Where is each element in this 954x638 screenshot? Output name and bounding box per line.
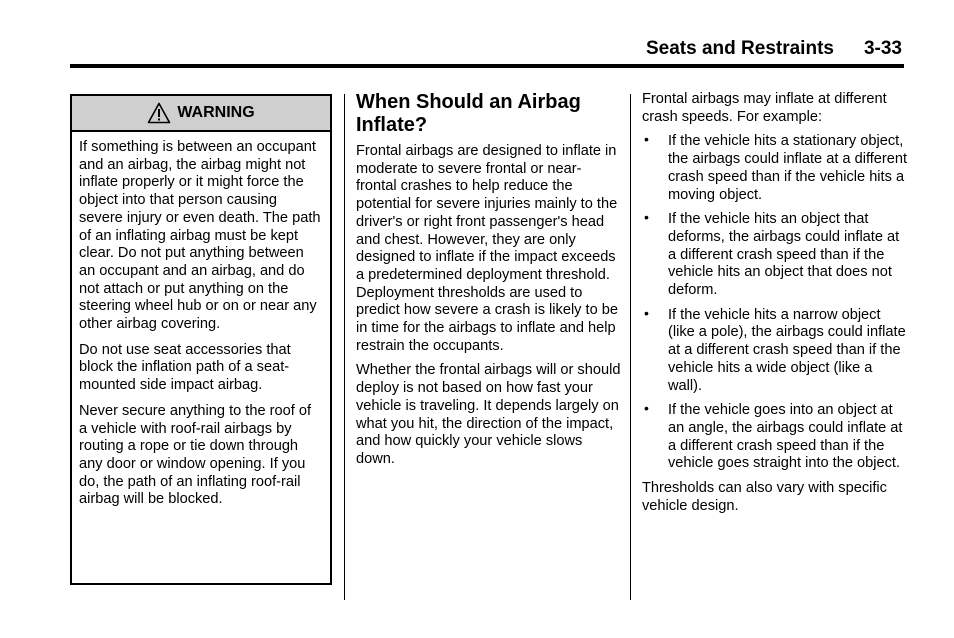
closing-paragraph: Thresholds can also vary with specific vehicle design. bbox=[642, 480, 887, 514]
list-item-text: If the vehicle hits an object that deforms, the airbags could inflate at a different crash speed than if the vehicle hits an object that does not deform. bbox=[668, 211, 900, 299]
body-paragraph: Whether the frontal airbags will or should deploy is not based on how fast your vehicle is traveling. It depends largely on what you hit, the direction of the impact, and how quickly your vehicle slows down. bbox=[356, 362, 621, 467]
list-item-text: If the vehicle goes into an object at an angle, the airbags could inflate at a different crash speed than if the vehicle goes straight into the object. bbox=[668, 402, 903, 472]
example-list bbox=[642, 133, 908, 473]
column-divider bbox=[630, 94, 631, 600]
list-item bbox=[642, 133, 908, 204]
warning-box bbox=[70, 94, 332, 585]
list-item-text: If the vehicle hits a stationary object, the airbags could inflate at a different crash speed than if the vehicle hits a moving object. bbox=[668, 133, 908, 203]
bullet-icon: • bbox=[644, 131, 649, 148]
warning-paragraph: Do not use seat accessories that block the inflation path of a seat-mounted side impact airbag. bbox=[79, 341, 291, 394]
section-title: Seats and Restraints bbox=[646, 38, 834, 59]
section-heading: When Should an Airbag Inflate? bbox=[356, 91, 581, 136]
warning-paragraph: Never secure anything to the roof of a vehicle with roof-rail airbags by routing a rope or tie down through any door or window opening. If you do, the path of an inflating roof-rail airbag will be blocked. bbox=[79, 402, 312, 508]
page-header bbox=[70, 38, 904, 68]
bullet-icon: • bbox=[644, 304, 649, 321]
header-text bbox=[646, 38, 902, 60]
warning-header bbox=[72, 96, 330, 132]
bullet-icon: • bbox=[644, 209, 649, 226]
warning-body bbox=[72, 132, 330, 509]
list-item bbox=[642, 211, 908, 300]
page-number: 3-33 bbox=[863, 38, 902, 59]
warning-title: WARNING bbox=[177, 104, 255, 121]
bullet-icon: • bbox=[644, 400, 649, 417]
body-paragraph: Frontal airbags are designed to inflate in moderate to severe frontal or near-frontal crashes to help reduce the potential for severe injuries mainly to the driver's or right front passenger's head and chest. However, they are only designed to inflate if the impact exceeds a predetermined deployment threshold. Deployment thresholds are used to predict how severe a crash is likely to be in time for the airbags to inflate and help restrain the occupants. bbox=[356, 143, 618, 354]
intro-paragraph: Frontal airbags may inflate at different crash speeds. For example: bbox=[642, 91, 887, 125]
list-item bbox=[642, 402, 908, 473]
list-item-text: If the vehicle hits a narrow object (like a pole), the airbags could inflate at a different crash speed than if the vehicle hits a wide object (like a wall). bbox=[668, 306, 906, 394]
middle-column bbox=[356, 91, 622, 476]
warning-triangle-icon bbox=[147, 102, 171, 124]
column-divider bbox=[344, 94, 345, 600]
list-item bbox=[642, 304, 908, 396]
right-column bbox=[642, 91, 908, 522]
warning-paragraph: If something is between an occupant and an airbag, the airbag might not inflate properly or it might force the object into that person causing severe injury or even death. The path of an inflating airbag must be kept clear. Do not put anything between an occupant and an airbag, and do not attach or put anything on the steering wheel hub or on or near any other airbag covering. bbox=[79, 139, 321, 333]
